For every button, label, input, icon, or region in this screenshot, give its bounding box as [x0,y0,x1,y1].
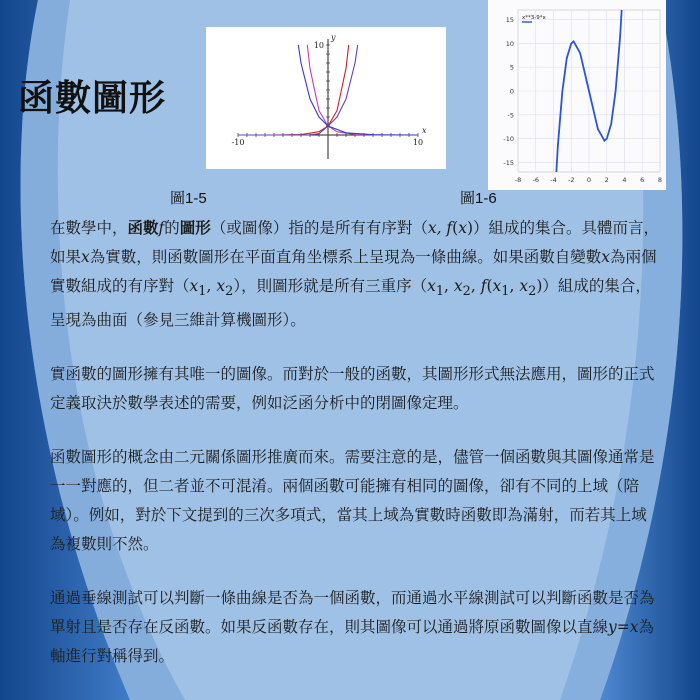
y-tick-label: -10 [503,135,514,144]
text-run: f [480,277,487,295]
text-run: 2 [528,284,537,300]
figure-right-caption: 圖1-6 [460,190,497,207]
page-title: 函數圖形 [18,78,167,119]
figure-cubic [488,0,666,190]
text-run: x, f [427,219,453,237]
paragraph-1 [50,213,660,335]
text-run: , [470,277,481,295]
text-run: 通過垂線測試可以判斷一條曲線是否為一個函數，而通過水平線測試可以判斷函數是否為單射且是否存在反函數。如果反函數存在，則其圖像可以通過將原函數圖像以直線 [50,589,655,637]
text-run: x [189,277,199,295]
curve-2 [238,45,358,135]
text-run: ），則圖形就是所有三重序（ [233,277,428,295]
exponential-chart [206,27,446,169]
x-tick-label: 8 [657,176,663,184]
body-text [50,213,660,696]
text-run: x [216,277,226,295]
text-run: x [629,618,639,637]
legend-label: x**3-9*x [522,15,546,21]
tick-label: 10 [412,138,424,147]
text-run: 在數學中， [50,219,128,237]
tick-label: 10 [313,41,324,50]
y-tick-label: 10 [505,39,514,48]
text-run: x [519,277,529,295]
y-tick-label: 0 [509,87,514,96]
x-tick-label: -4 [550,176,557,184]
cubic-chart [488,0,666,190]
x-tick-label: -2 [568,176,575,184]
text-run: x [427,277,436,295]
text-run: 為軸進行對稱得到。 [50,618,655,666]
paragraph-3 [50,443,660,559]
text-run: , [206,277,217,295]
y-tick-label: 5 [509,63,514,72]
tick-label: -10 [231,138,245,147]
y-tick-label: 15 [505,16,514,25]
text-run: 函數圖形的概念由二元關係圖形推廣而來。需要注意的是，儘管一個函數與其圖像通常是一一對應的，但二者並不可混淆。兩個函數可能擁有相同的圖像，卻有不同的上域（陪域）。例如，對於下文提到的三次多項式，當其上域為實數時函數即為滿射，而若其上域為複數則不然。 [50,448,655,554]
figure-left-caption: 圖1-5 [170,190,207,207]
text-run: 圖形 [179,218,211,237]
y-tick-label: -5 [507,111,514,120]
text-run: )）組成的集合，呈現為曲面（參見三維計算機圖形）。 [50,277,651,330]
text-run: 為兩個實數組成的有序對（ [50,248,657,295]
text-run: ( [452,219,459,237]
text-run: = [616,618,630,637]
text-run: x [601,248,611,266]
text-run: , [444,277,454,295]
tick-label: x [422,126,427,135]
text-run: x [81,248,90,266]
x-tick-label: -6 [532,176,539,184]
x-tick-label: 6 [640,176,645,184]
x-tick-label: 4 [622,176,627,184]
y-tick-label: -15 [503,158,514,167]
text-run: y [608,618,617,637]
text-run: 1 [198,284,207,300]
text-run: f [158,219,165,237]
text-run: 1 [501,284,510,300]
paragraph-2 [50,360,660,418]
x-tick-label: 2 [604,176,609,184]
paragraph-4 [50,584,660,671]
text-run: x [458,219,467,237]
text-run: 2 [462,284,471,300]
text-run: （或圖像）指的是所有有序對（ [210,219,428,237]
text-run: 函數 [127,218,159,237]
text-run: x [492,277,502,295]
figure-exponential [206,27,446,169]
text-run: 為實數，則函數圖形在平面直角坐標系上呈現為一條曲線。如果函數自變數 [89,248,602,266]
text-run: 2 [225,284,234,300]
x-tick-label: -8 [514,176,522,184]
text-run: ( [486,277,493,295]
text-run: 的 [164,219,180,237]
text-run: 實函數的圖形擁有其唯一的圖像。而對於一般的函數，其圖形形式無法應用，圖形的正式定義取決於數學表述的需要，例如泛函分析中的閉圖像定理。 [50,365,655,413]
tick-label: y [331,33,336,42]
text-run: )）組成的集合。具體而言，如果 [50,219,660,266]
x-tick-label: 0 [586,176,592,184]
curve-4 [298,45,418,135]
text-run: x [453,277,463,295]
text-run: , [509,277,520,295]
text-run: 1 [435,284,445,300]
